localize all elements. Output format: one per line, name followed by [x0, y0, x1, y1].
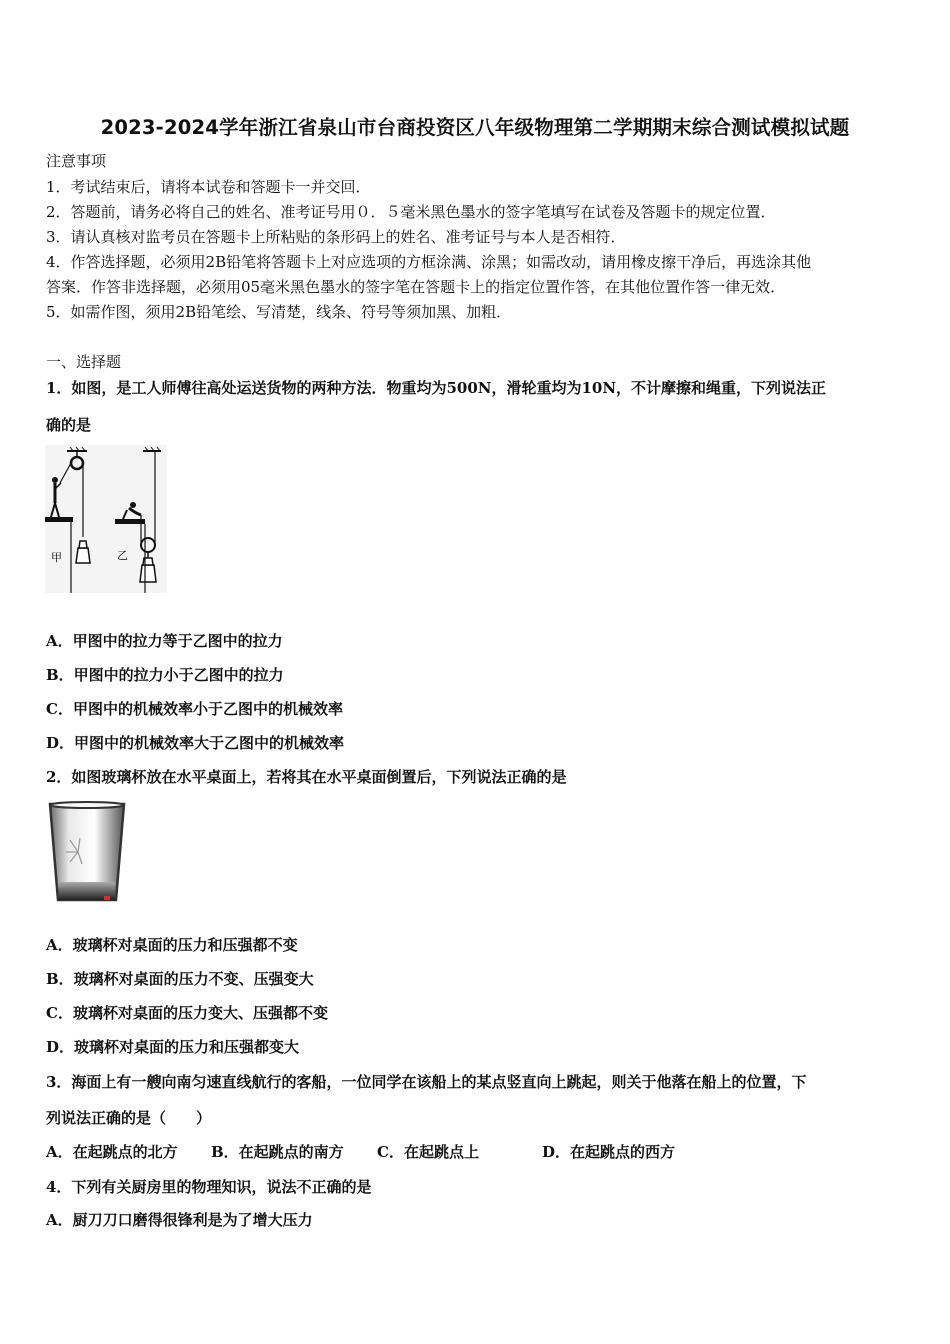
q1-option-b: B．甲图中的拉力小于乙图中的拉力 — [46, 666, 284, 684]
worker — [130, 502, 136, 508]
q1-option-a: A．甲图中的拉力等于乙图中的拉力 — [46, 632, 283, 650]
notice-item-1: 1．考试结束后，请将本试卷和答题卡一并交回． — [46, 178, 371, 196]
notice-item-5: 5．如需作图，须用2B铅笔绘、写清楚，线条、符号等须加黑、加粗． — [46, 303, 512, 321]
notice-heading: 注意事项 — [46, 152, 107, 170]
pulley-figure — [45, 445, 167, 593]
platform — [115, 519, 145, 524]
fig-label-a: 甲 — [51, 551, 62, 564]
q3-option-a: A．在起跳点的北方 — [46, 1143, 178, 1161]
fig-label-b: 乙 — [117, 549, 128, 562]
q1-stem-line1: 1．如图，是工人师傅往高处运送货物的两种方法．物重均为500N，滑轮重均为10N，不计摩擦和绳重，下列说法正 — [46, 379, 827, 397]
section-heading: 一、选择题 — [46, 353, 122, 371]
glass-cup-figure — [46, 800, 128, 908]
q3-option-b: B．在起跳点的南方 — [211, 1143, 344, 1161]
q1-stem-line2: 确的是 — [46, 416, 92, 434]
q4-stem: 4．下列有关厨房里的物理知识，说法不正确的是 — [46, 1178, 372, 1196]
notice-item-4-cont: 答案．作答非选择题，必须用05毫米黑色墨水的签字笔在答题卡上的指定位置作答，在其他位置作答一律无效． — [46, 278, 786, 296]
load — [140, 565, 156, 582]
exam-title: 2023-2024学年浙江省泉山市台商投资区八年级物理第二学期期末综合测试模拟试题 — [100, 116, 850, 139]
notice-item-2: 2．答题前，请务必将自己的姓名、准考证号用０．５毫米黑色墨水的签字笔填写在试卷及答题卡的规定位置． — [46, 203, 776, 221]
q2-option-d: D．玻璃杯对桌面的压力和压强都变大 — [46, 1038, 300, 1056]
notice-item-3: 3．请认真核对监考员在答题卡上所粘贴的条形码上的姓名、准考证号与本人是否相符． — [46, 228, 626, 246]
load — [76, 548, 90, 563]
q2-stem: 2．如图玻璃杯放在水平桌面上，若将其在水平桌面倒置后，下列说法正确的是 — [46, 768, 567, 786]
q3-option-c: C．在起跳点上 — [377, 1143, 479, 1161]
q3-stem-line2: 列说法正确的是（ ） — [46, 1109, 212, 1127]
q3-stem-line1: 3．海面上有一艘向南匀速直线航行的客船，一位同学在该船上的某点竖直向上跳起，则关于他落在船上的位置，下 — [46, 1073, 807, 1091]
q3-option-d: D．在起跳点的西方 — [542, 1143, 676, 1161]
q1-option-c: C．甲图中的机械效率小于乙图中的机械效率 — [46, 700, 343, 718]
q2-option-c: C．玻璃杯对桌面的压力变大、压强都不变 — [46, 1004, 328, 1022]
q2-option-a: A．玻璃杯对桌面的压力和压强都不变 — [46, 936, 298, 954]
worker — [52, 477, 58, 483]
notice-item-4: 4．作答选择题，必须用2B铅笔将答题卡上对应选项的方框涂满、涂黑；如需改动，请用橡皮擦干净后，再选涂其他 — [46, 253, 812, 271]
red-mark — [104, 896, 110, 900]
q4-option-a: A．厨刀刀口磨得很锋利是为了增大压力 — [46, 1211, 313, 1229]
q1-option-d: D．甲图中的机械效率大于乙图中的机械效率 — [46, 734, 345, 752]
platform — [45, 517, 73, 522]
q2-option-b: B．玻璃杯对桌面的压力不变、压强变大 — [46, 970, 314, 988]
